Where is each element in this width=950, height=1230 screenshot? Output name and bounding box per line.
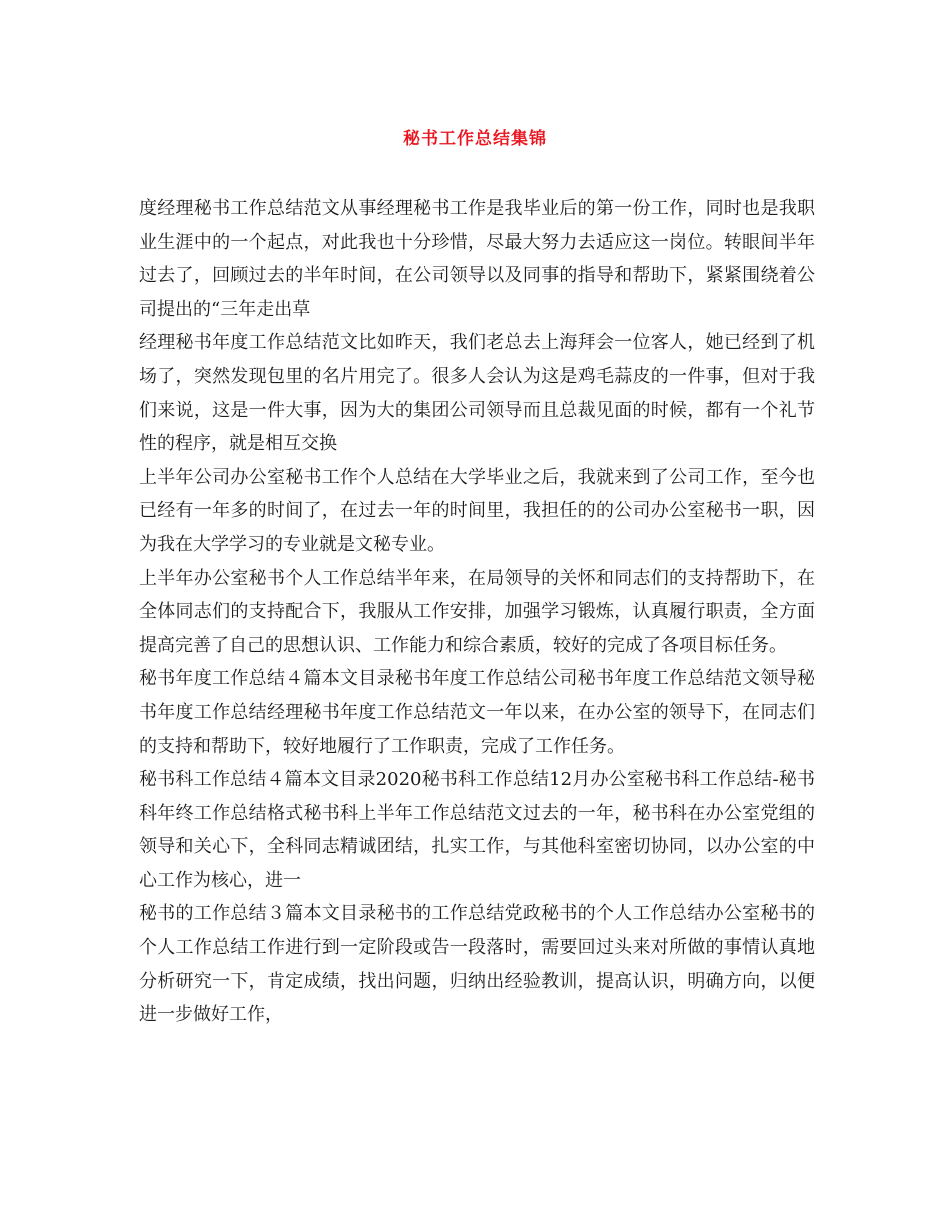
paragraph: 上半年公司办公室秘书工作个人总结在大学毕业之后，我就来到了公司工作，至今也已经有一年多的时间了，在过去一年的时间里，我担任的的公司办公室秘书一职，因为我在大学学习的专业就是文秘专业。 — [139, 466, 815, 555]
document-title: 秘书工作总结集锦 — [403, 129, 547, 149]
document-body — [139, 192, 815, 1032]
paragraph: 度经理秘书工作总结范文从事经理秘书工作是我毕业后的第一份工作，同时也是我职业生涯中的一个起点，对此我也十分珍惜，尽最大努力去适应这一岗位。转眼间半年过去了，回顾过去的半年时间，在公司领导以及同事的指导和帮助下，紧紧围绕着公司提出的“三年走出草 — [139, 198, 815, 320]
paragraph: 上半年办公室秘书个人工作总结半年来，在局领导的关怀和同志们的支持帮助下，在全体同志们的支持配合下，我服从工作安排，加强学习锻炼，认真履行职责，全方面提高完善了自己的思想认识、工作能力和综合素质，较好的完成了各项目标任务。 — [139, 567, 815, 656]
paragraph: 秘书的工作总结３篇本文目录秘书的工作总结党政秘书的个人工作总结办公室秘书的个人工作总结工作进行到一定阶段或告一段落时，需要回过头来对所做的事情认真地分析研究一下，肯定成绩，找出问题，归纳出经验教训，提高认识，明确方向，以便进一步做好工作， — [139, 903, 815, 1026]
paragraph: 秘书科工作总结４篇本文目录2020秘书科工作总结12月办公室秘书科工作总结-秘书科年终工作总结格式秘书科上半年工作总结范文过去的一年，秘书科在办公室党组的领导和关心下，全科同志精诚团结，扎实工作，与其他科室密切协同，以办公室的中心工作为核心，进一 — [139, 769, 815, 891]
paragraph: 经理秘书年度工作总结范文比如昨天，我们老总去上海拜会一位客人，她已经到了机场了，突然发现包里的名片用完了。很多人会认为这是鸡毛蒜皮的一件事，但对于我们来说，这是一件大事，因为大的集团公司领导而且总裁见面的时候，都有一个礼节性的程序，就是相互交换 — [139, 332, 815, 455]
paragraph: 秘书年度工作总结４篇本文目录秘书年度工作总结公司秘书年度工作总结范文领导秘书年度工作总结经理秘书年度工作总结范文一年以来，在办公室的领导下，在同志们的支持和帮助下，较好地履行了工作职责，完成了工作任务。 — [139, 668, 815, 757]
